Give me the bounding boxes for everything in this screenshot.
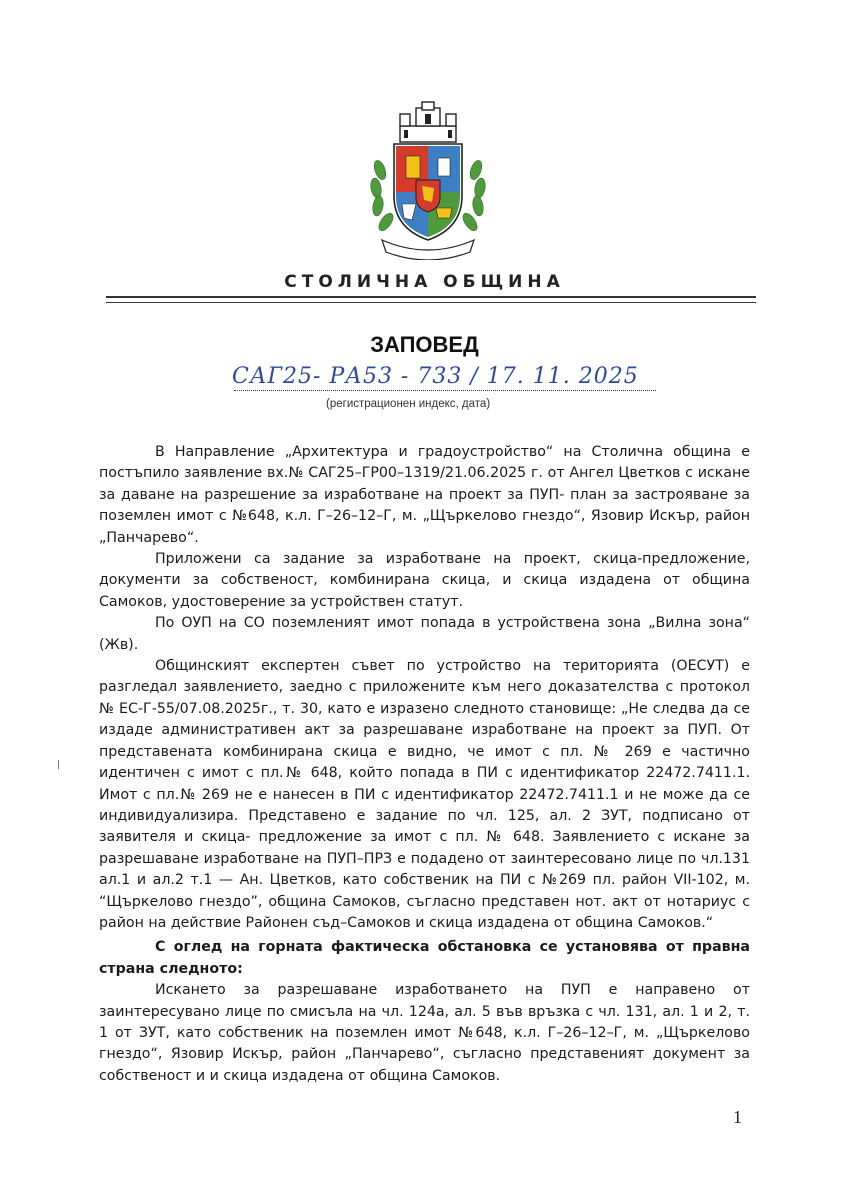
registration-dotted-line	[234, 390, 656, 391]
registration-note: (регистрационен индекс, дата)	[326, 398, 491, 410]
paragraph-application: В Направление „Архитектура и градоустройство“ на Столична община е постъпило заявление вх.№ САГ25–ГР00–1319/21.06.2025 г. от Ангел Цветков с искане за даване на разрешение за изработване на проект за ПУП- план за застрояване за поземлен имот с №648, к.л. Г–26–12–Г, м. „Щъркелово гнездо“, Язовир Искър, район „Панчарево“.	[99, 444, 750, 546]
header-rule-thin	[106, 302, 756, 303]
paragraph-zoning: По ОУП на СО поземленият имот попада в устройствена зона „Вилна зона“ (Жв).	[99, 615, 750, 653]
paragraph-legal-basis: Искането за разрешаване изработването на ПУП е направено от заинтересувано лице по смисъла на чл. 124а, ал. 5 във връзка с чл. 131, ал. 1 и 2, т. 1 от ЗУТ, като собственик на поземлен имот №648, к.л. Г–26–12–Г, м. „Щъркелово гнездо“, Язовир Искър, район „Панчарево“, съгласно представеният документ за собственост и и скица издадена от община Самоков.	[99, 982, 750, 1084]
scan-mark	[58, 760, 59, 769]
document-body	[99, 442, 750, 1087]
page-number: 1	[733, 1107, 742, 1127]
registration-number: САГ25- РА53 - 733 / 17. 11. 2025	[232, 364, 639, 389]
header-rule	[106, 296, 756, 298]
sofia-coat-of-arms	[366, 100, 490, 260]
paragraph-attachments: Приложени са задание за изработване на проект, скица-предложение, документи за собственост, комбинирана скица, и скица издадена от община Самоков, удостоверение за устройствен статут.	[99, 551, 750, 610]
organization-name: СТОЛИЧНА ОБЩИНА	[284, 272, 565, 292]
document-title: ЗАПОВЕД	[370, 332, 479, 357]
paragraph-legal-heading: С оглед на горната фактическа обстановка се установява от правна страна следното:	[99, 939, 750, 977]
paragraph-council-opinion: Общинският експертен съвет по устройство на територията (ОЕСУТ) е разгледал заявлението, заедно с приложените към него доказателства с протокол № ЕС-Г-55/07.08.2025г., т. 30, като е изразено следното становище: „Не следва да се издаде административен акт за разрешаване изработване на проект за ПУП. От представената комбинирана скица е видно, че имот с пл. № 269 е частично идентичен с имот с пл.№ 648, който попада в ПИ с идентификатор 22472.7411.1. Имот с пл.№ 269 не е нанесен в ПИ с идентификатор 22472.7411.1 и не може да се индивидуализира. Представено е задание по чл. 125, ал. 2 ЗУТ, подписано от заявителя и скица- предложение за имот с пл. № 648. Заявлението с искане за разрешаване изработване на ПУП–ПРЗ е подадено от заинтересовано лице по чл.131 ал.1 и ал.2 т.1 — Ан. Цветков, като собственик на ПИ с №269 пл. район VII-102, м. “Щъркелово гнездо”, община Самоков, съгласно представен нот. акт от нотариус с район на действие Районен съд–Самоков и скица издадена от община Самоков.“	[99, 658, 750, 931]
